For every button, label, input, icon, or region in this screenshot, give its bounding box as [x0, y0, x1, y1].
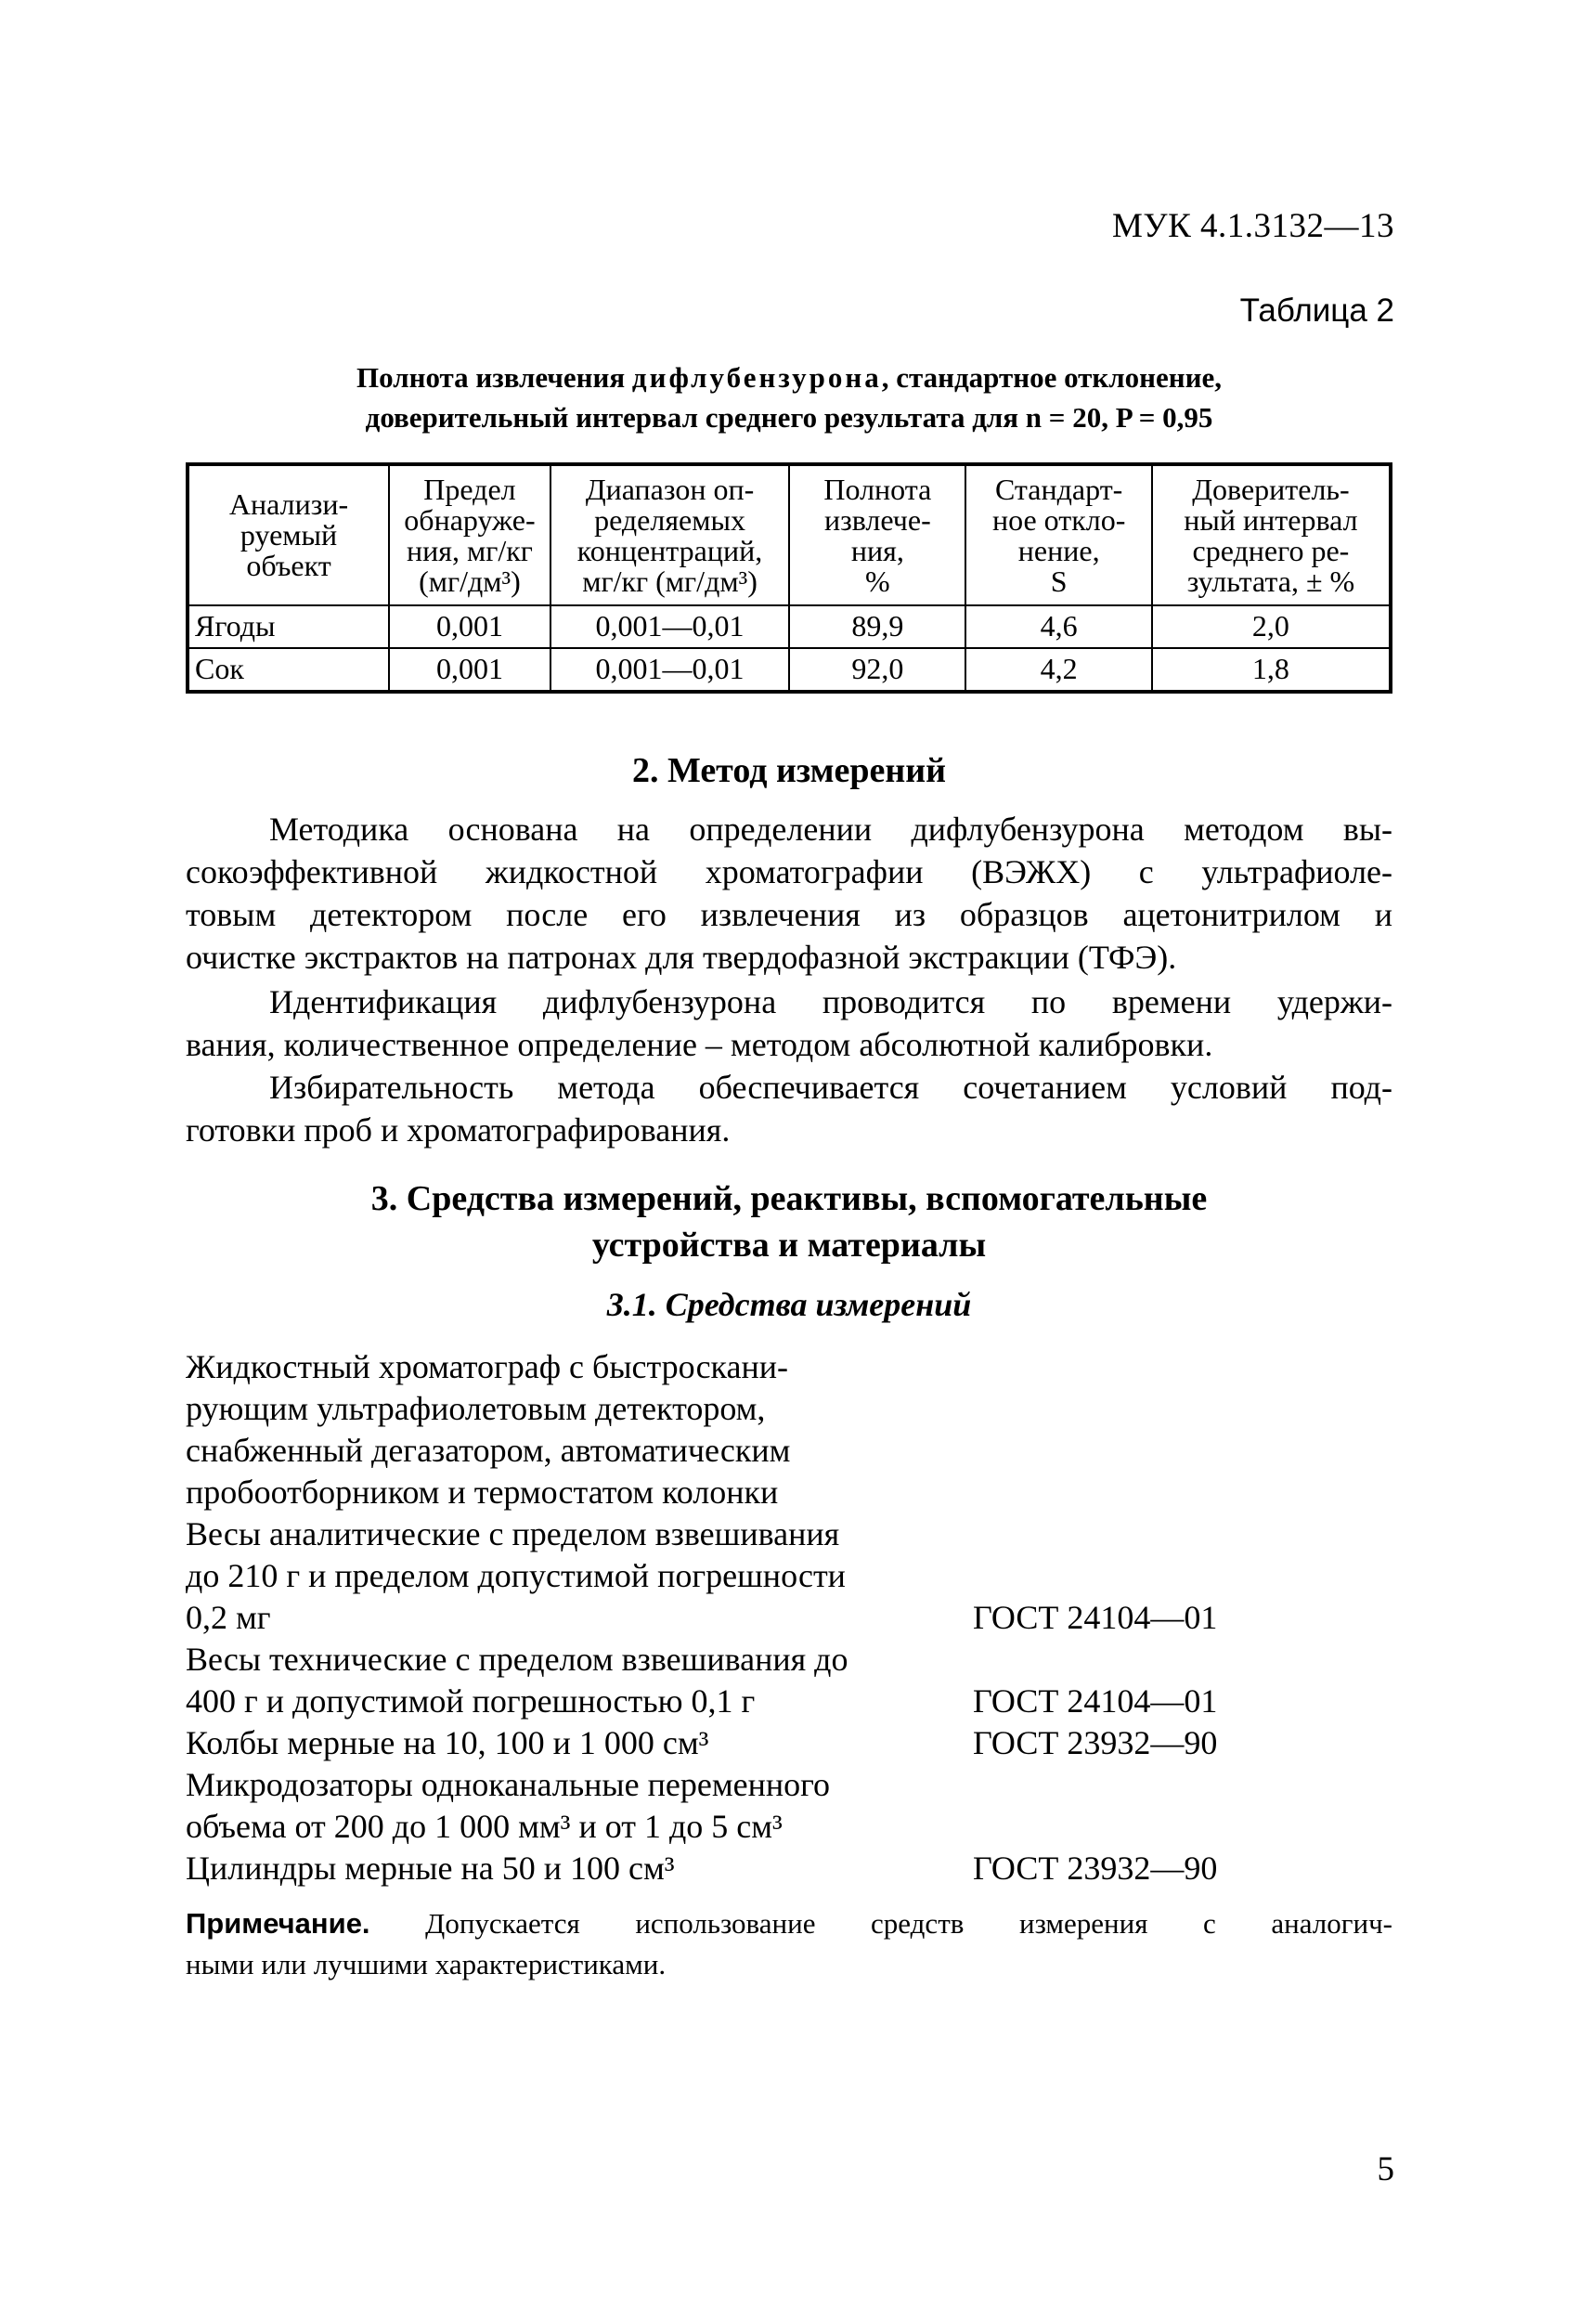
list-item: Цилиндры мерные на 50 и 100 см³ ГОСТ 23932—90 [186, 1848, 1392, 1889]
table-cell: 0,001—0,01 [550, 648, 789, 692]
section-2-paragraph-3 [186, 1066, 1392, 1151]
column-header: Стандарт- ное откло- нение, S [965, 464, 1151, 605]
column-header: Полнота извлече- ния, % [789, 464, 965, 605]
list-item: Жидкостный хроматограф с быстроскани- рующим ультрафиолетовым детектором, снабженный дегазатором, автоматическим пробоотборником и термостатом колонки [186, 1348, 791, 1511]
table-cell: 4,2 [965, 648, 1151, 692]
table-cell: 89,9 [789, 605, 965, 648]
standard-reference: ГОСТ 23932—90 [973, 1724, 1218, 1761]
results-table [186, 462, 1392, 694]
section-2-paragraph-1 [186, 808, 1392, 979]
table-caption [186, 357, 1392, 437]
table-header-row [188, 464, 1391, 605]
text-line: готовки проб и хроматографирования. [186, 1111, 731, 1149]
standard-reference: ГОСТ 24104—01 [973, 1599, 1218, 1636]
table-cell: 92,0 [789, 648, 965, 692]
section-3-title [186, 1175, 1392, 1268]
table-label: Таблица 2 [1239, 292, 1394, 329]
caption-part-b: , стандартное отклонение, [881, 361, 1222, 394]
table-cell: Ягоды [188, 605, 389, 648]
table-cell: 0,001 [389, 605, 550, 648]
list-item: Микродозаторы одноканальные переменного объема от 200 до 1 000 мм³ и от 1 до 5 см³ [186, 1766, 830, 1845]
column-header: Диапазон оп- ределяемых концентраций, мг/кг (мг/дм³) [550, 464, 789, 605]
note [186, 1903, 1392, 1985]
text-line: Методика основана на определении дифлубензурона методом вы- [269, 811, 1392, 848]
column-header: Анализи- руемый объект [188, 464, 389, 605]
table-cell: 4,6 [965, 605, 1151, 648]
list-item: Весы технические с пределом взвешивания до 400 г и допустимой погрешностью 0,1 г ГОСТ 24104—01 [186, 1639, 1392, 1722]
caption-part-a: Полнота извлечения [356, 361, 632, 394]
standard-reference: ГОСТ 23932—90 [973, 1850, 1218, 1887]
section-3-title-line-2: устройства и материалы [591, 1226, 987, 1265]
text-line: товым детектором после его извлечения из образцов ацетонитрилом и [186, 896, 1392, 933]
equipment-list [186, 1346, 1392, 1889]
list-item: Колбы мерные на 10, 100 и 1 000 см³ ГОСТ 23932—90 [186, 1722, 1392, 1764]
text-line: сокоэффективной жидкостной хроматографии (ВЭЖХ) с ультрафиоле- [186, 853, 1392, 890]
table-cell: 1,8 [1152, 648, 1391, 692]
text-line: Избирательность метода обеспечивается сочетанием условий под- [269, 1069, 1392, 1106]
section-2-paragraph-2 [186, 980, 1392, 1066]
table-row [188, 605, 1391, 648]
table-row [188, 648, 1391, 692]
document-code: МУК 4.1.3132—13 [1111, 207, 1394, 245]
page-number: 5 [1377, 2150, 1394, 2188]
section-3-title-line-1: 3. Средства измерений, реактивы, вспомогательные [370, 1179, 1208, 1218]
table-cell: 2,0 [1152, 605, 1391, 648]
text-line: очистке экстрактов на патронах для твердофазной экстракции (ТФЭ). [186, 939, 1177, 976]
table-cell: 0,001—0,01 [550, 605, 789, 648]
note-label: Примечание. [186, 1907, 370, 1940]
column-header: Предел обнаруже- ния, мг/кг (мг/дм³) [389, 464, 550, 605]
note-line: Примечание. Допускается использование средств измерения с аналогич- [186, 1907, 1392, 1940]
table-cell: Сок [188, 648, 389, 692]
caption-line-2: доверительный интервал среднего результата для n = 20, P = 0,95 [365, 401, 1213, 434]
section-2-title: 2. Метод измерений [631, 751, 947, 790]
caption-spaced-word: дифлубензурона [631, 361, 882, 394]
text-line: Идентификация дифлубензурона проводится по времени удержи- [269, 983, 1392, 1020]
list-item: Весы аналитические с пределом взвешивания до 210 г и пределом допустимой погрешности 0,2 мг ГОСТ 24104—01 [186, 1513, 1392, 1639]
table-cell: 0,001 [389, 648, 550, 692]
note-line: ными или лучшими характеристиками. [186, 1948, 667, 1980]
column-header: Доверитель- ный интервал среднего ре- зультата, ± % [1152, 464, 1391, 605]
section-3-1-subtitle: 3.1. Средства измерений [606, 1286, 972, 1323]
text-line: вания, количественное определение – методом абсолютной калибровки. [186, 1026, 1213, 1063]
standard-reference: ГОСТ 24104—01 [973, 1682, 1218, 1720]
